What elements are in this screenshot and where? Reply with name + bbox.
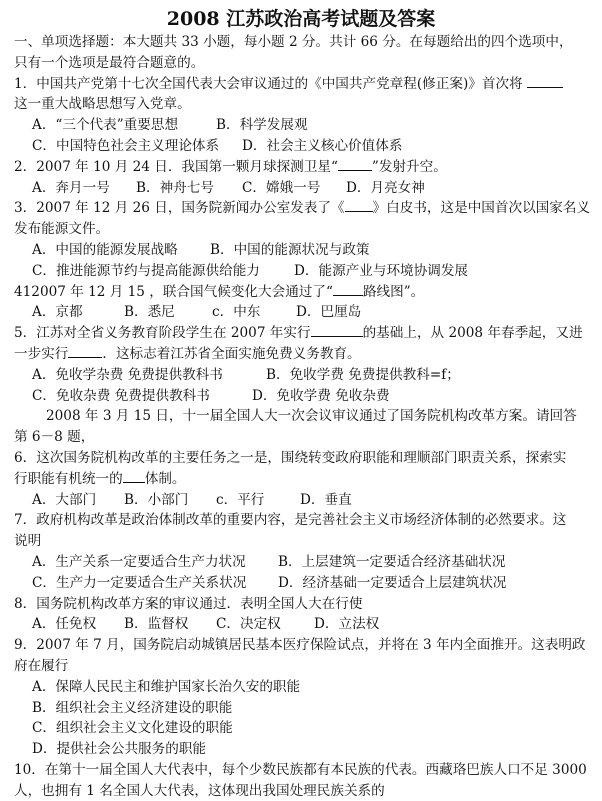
q4-option-d: D．巴厘岛 xyxy=(296,304,362,321)
q8-option-d: D．立法权 xyxy=(314,616,380,633)
q4-stem: 412007 年 12 月 15 ，联合国气候变化大会通过了“ 路线图”。 xyxy=(14,283,425,300)
q6-blank xyxy=(123,469,145,483)
q1-option-d: D．社会主义核心价值体系 xyxy=(242,137,403,154)
q5-blank-2 xyxy=(68,344,102,358)
q2-option-a: A．奔月一号 xyxy=(32,179,110,196)
q1-option-b: B．科学发展观 xyxy=(216,117,308,134)
q2-option-d: D．月亮女神 xyxy=(346,179,425,196)
q2-stem: 2．2007 年 10 月 24 日．我国第一颗月球探测卫星“ ”发射升空。 xyxy=(14,158,447,175)
q5-option-a: A．免收学杂费 免费提供教科书 xyxy=(32,366,223,383)
q9-stem-cont: 府在履行 xyxy=(14,657,69,674)
q3-options-row2 xyxy=(14,261,590,282)
q2-option-c: C．嫦娥一号 xyxy=(242,179,321,196)
q9-option-d: D．提供社会公共服务的职能 xyxy=(32,741,207,758)
q2-options xyxy=(14,178,590,199)
q4-option-a: A．京都 xyxy=(32,304,83,321)
q9-option-c: C．组织社会主义文化建设的职能 xyxy=(32,720,233,737)
q6-option-c: c．平行 xyxy=(216,491,265,508)
q3-blank xyxy=(345,198,373,212)
q5-option-b: B．免收学费 免费提供教科=f； xyxy=(266,366,460,383)
q10-stem-cont: 人，也拥有 1 名全国人大代表，这体现出我国处理民族关系的 xyxy=(14,782,385,799)
q7-option-a: A．生产关系一定要适合生产力状况 xyxy=(32,553,246,570)
q7-options-row2 xyxy=(14,573,590,594)
q5-blank-1 xyxy=(311,323,363,337)
q7-options-row1 xyxy=(14,552,590,573)
q1-blank xyxy=(527,74,563,88)
q5-stem: 5．江苏对全省义务教育阶段学生在 2007 年实行 的基础上，从 2008 年春季起，又进 xyxy=(14,325,583,342)
q6-stem-cont: 行职能有机统一的 体制。 xyxy=(14,470,186,487)
q8-option-c: C．决定权 xyxy=(216,616,281,633)
q8-option-a: A．任免权 xyxy=(32,616,97,633)
q3-option-a: A．中国的能源发展战略 xyxy=(32,241,178,258)
q4-option-c: c．中东 xyxy=(212,304,261,321)
q7-stem: 7．政府机构改革是政治体制改革的重要内容，是完善社会主义市场经济体制的必然要求。这 xyxy=(14,512,567,529)
q6-option-a: A．大部门 xyxy=(32,491,97,508)
q3-stem: 3．2007 年 12 月 26 日，国务院新闻办公室发表了《 》白皮书，这是中国首次以国家名义 xyxy=(14,200,590,217)
q3-options-row1 xyxy=(14,240,590,261)
q7-option-b: B．上层建筑一定要适合经济基础状况 xyxy=(278,553,506,570)
q3-option-c: C．推进能源节约与提高能源供给能力 xyxy=(32,262,260,279)
q1-options-row1 xyxy=(14,115,590,136)
passage-intro-cont: 第 6－8 题， xyxy=(14,429,95,446)
q5-options-row2 xyxy=(14,386,590,407)
q3-option-b: B．中国的能源状况与政策 xyxy=(210,241,370,258)
section-heading-cont: 只有一个选项是最符合题意的。 xyxy=(14,54,205,71)
q5-option-d: D．免收学费 免收杂费 xyxy=(252,387,390,404)
section-heading: 一、单项选择题：本大题共 33 小题，每小题 2 分。共计 66 分。在每题给出的四个选项中， xyxy=(14,34,573,50)
q7-stem-cont: 说明 xyxy=(14,533,42,550)
q1-option-c: C．中国特色社会主义理论体系 xyxy=(32,137,220,154)
q4-blank xyxy=(333,282,363,296)
q6-options xyxy=(14,490,590,511)
q1-options-row2 xyxy=(14,136,590,157)
q7-option-d: D．经济基础一定要适合上层建筑状况 xyxy=(278,574,507,591)
q4-option-b: B．悉尼 xyxy=(124,304,175,321)
q9-stem: 9．2007 年 7 月，国务院启动城镇居民基本医疗保险试点，并将在 3 年内全面推开。这表明政 xyxy=(14,637,586,654)
page-title: 2008 江苏政治高考试题及答案 xyxy=(166,8,436,30)
q4-options xyxy=(14,302,590,323)
q5-option-c: C．免收杂费 免费提供教科书 xyxy=(32,387,210,404)
q5-options-row1 xyxy=(14,365,590,386)
q3-option-d: D．能源产业与环境协调发展 xyxy=(294,262,469,279)
q2-option-b: B．神舟七号 xyxy=(136,179,214,196)
q6-stem: 6．这次国务院机构改革的主要任务之一是，围绕转变政府职能和理顺部门职责关系，探索实 xyxy=(14,449,567,466)
q1-option-a: A．“三个代表”重要思想 xyxy=(32,117,179,134)
exam-body xyxy=(0,32,602,801)
passage-intro: 2008 年 3 月 15 日，十一届全国人大一次会议审议通过了国务院机构改革方案。请回答 xyxy=(46,408,577,425)
q2-blank xyxy=(338,157,372,171)
q7-option-c: C．生产力一定要适合生产关系状况 xyxy=(32,574,247,591)
q8-stem: 8．国务院机构改革方案的审议通过．表明全国人大在行使 xyxy=(14,595,363,612)
q9-option-a: A．保障人民民主和维护国家长治久安的职能 xyxy=(32,678,301,695)
q9-option-b: B．组织社会主义经济建设的职能 xyxy=(32,699,233,716)
q5-stem-cont: 一步实行 ．这标志着江苏省全面实施免费义务教育。 xyxy=(14,345,361,362)
q10-stem: 10．在第十一届全国人大代表中，每个少数民族都有本民族的代表。西藏珞巴族人口不足 3000 xyxy=(14,761,587,778)
q1-stem: 1．中国共产党第十七次全国代表大会审议通过的《中国共产党章程(修正案)》首次将 xyxy=(14,74,590,95)
q8-options xyxy=(14,614,590,635)
q6-option-d: D．垂直 xyxy=(300,491,352,508)
q8-option-b: B．监督权 xyxy=(124,616,189,633)
q6-option-b: B．小部门 xyxy=(124,491,189,508)
q3-stem-cont: 发布能源文件。 xyxy=(14,221,110,238)
q1-stem-cont: 这一重大战略思想写入党章。 xyxy=(14,96,191,113)
